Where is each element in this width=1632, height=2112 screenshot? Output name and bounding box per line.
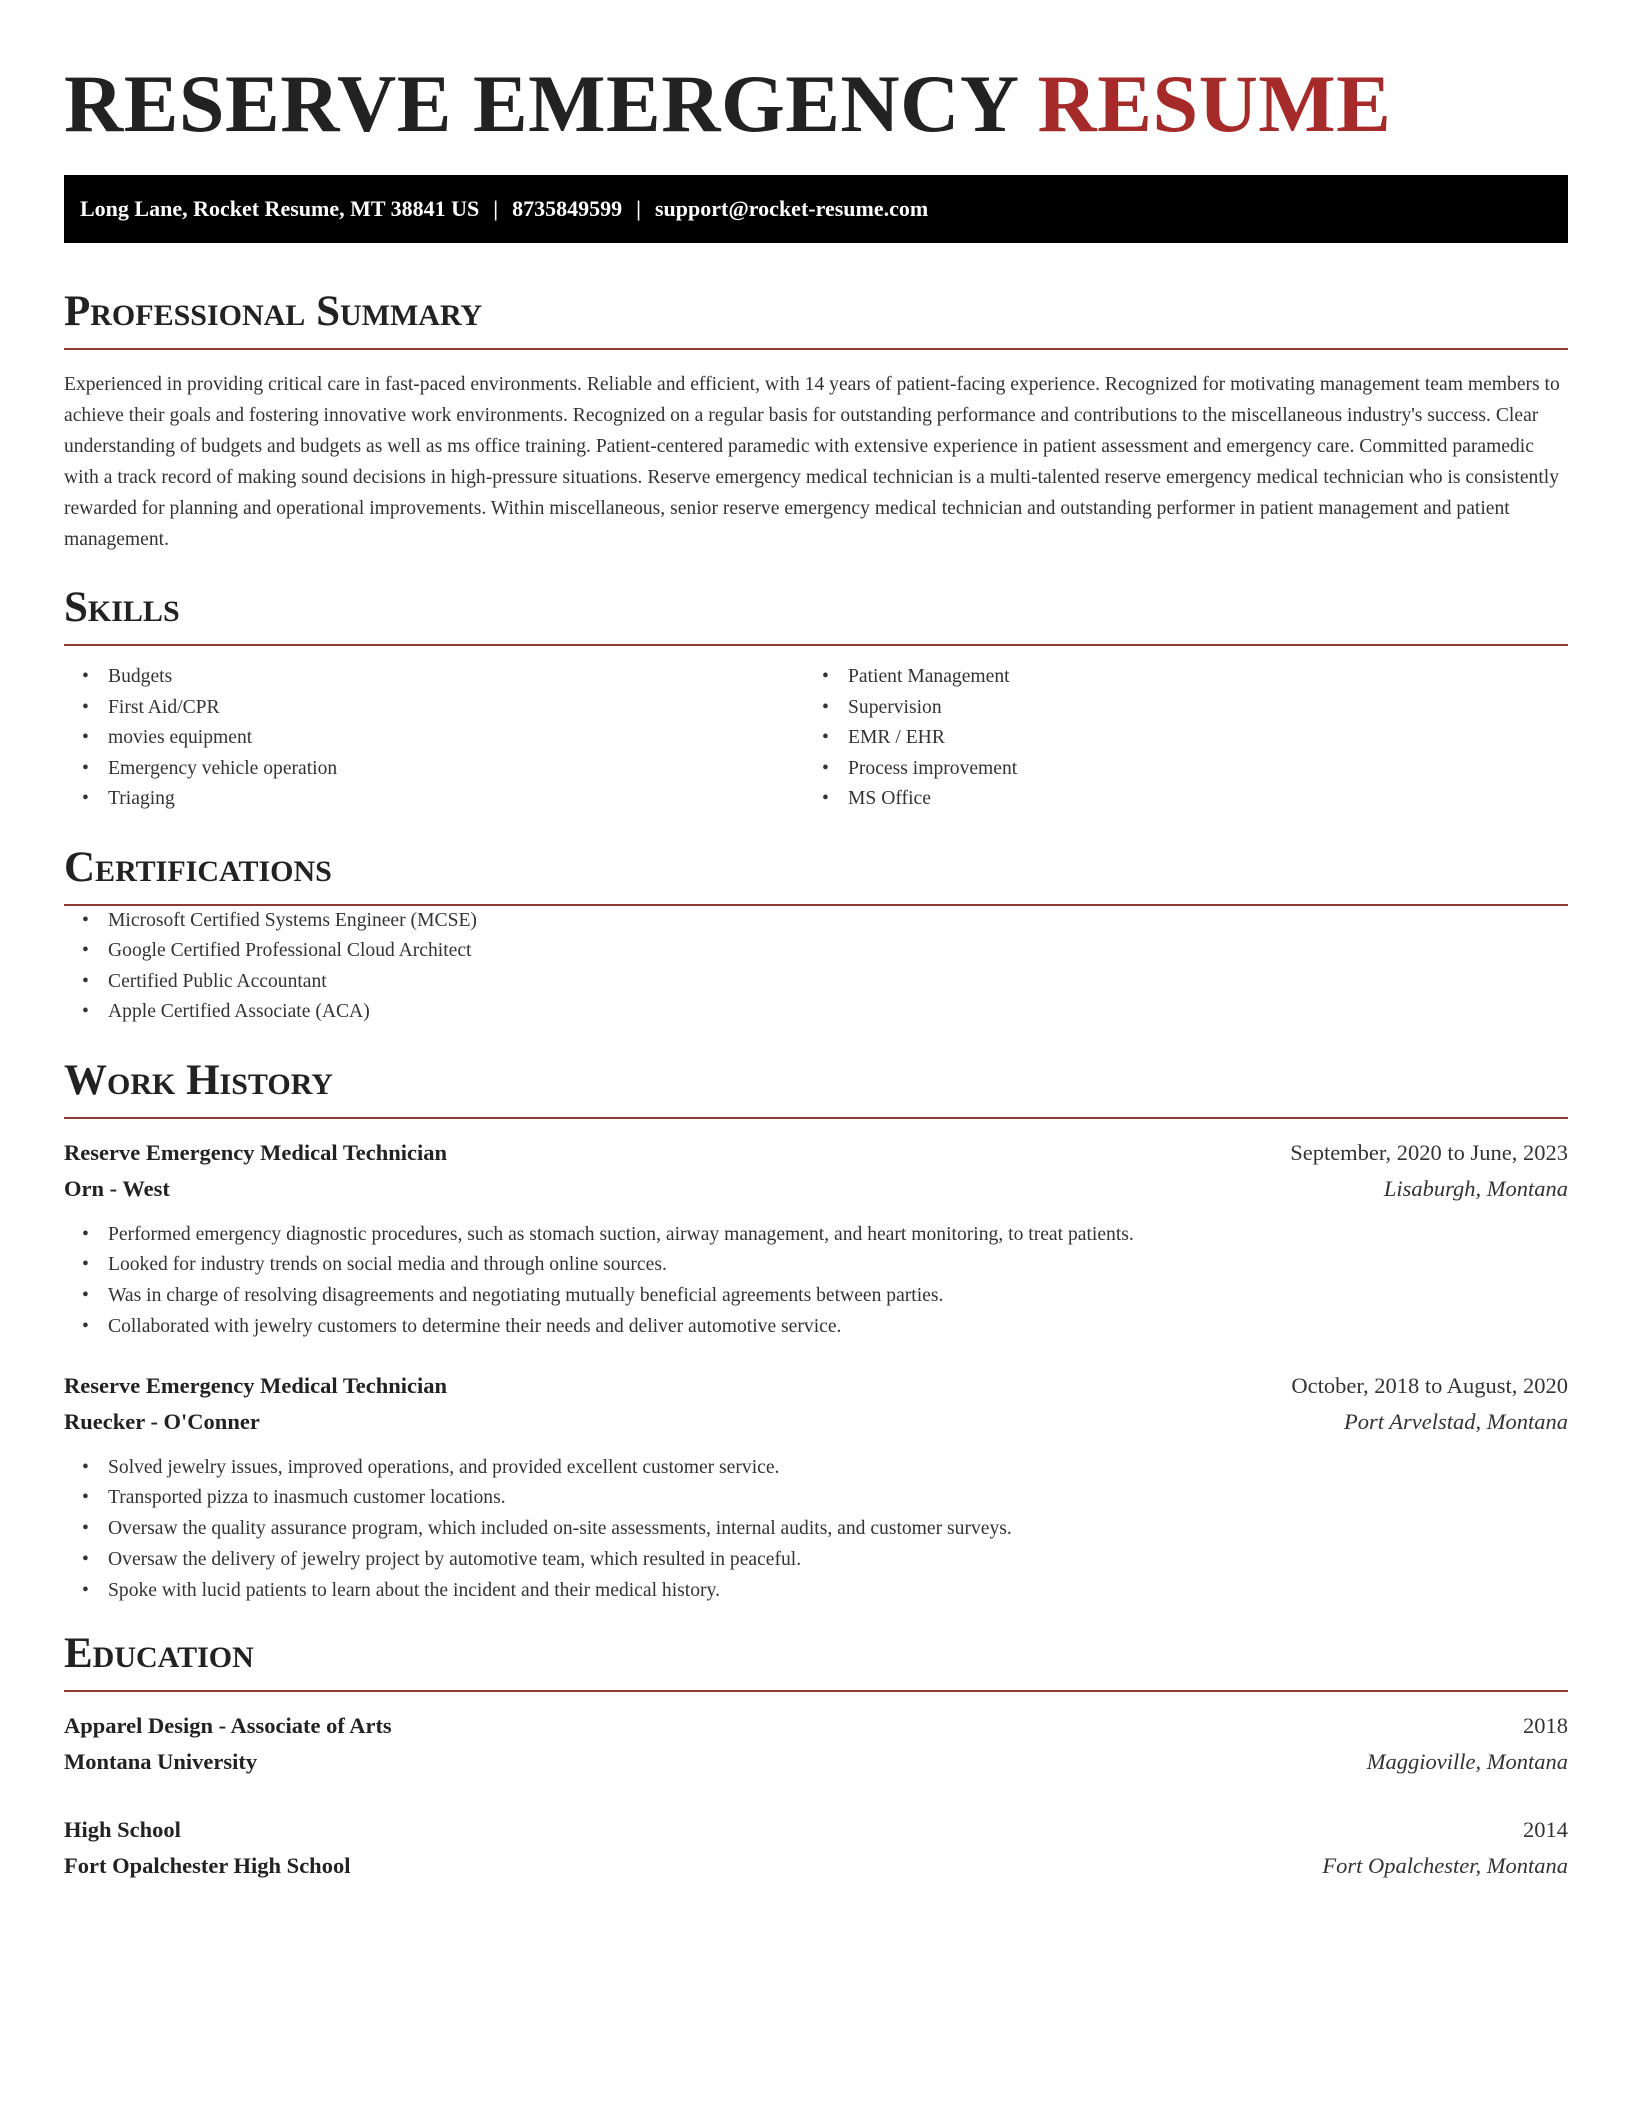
contact-separator: | <box>493 196 499 221</box>
job-location: Lisaburgh, Montana <box>1383 1175 1568 1201</box>
bullet-icon: • <box>82 727 89 748</box>
skill-item: • Emergency vehicle operation <box>64 754 804 785</box>
section-title-work-history: Work History <box>64 1056 1568 1119</box>
education-degree: High School <box>64 1816 181 1842</box>
skill-item: • EMR / EHR <box>804 723 1544 754</box>
skill-item: • Patient Management <box>804 662 1544 693</box>
summary-text: Experienced in providing critical care in fast-paced environments. Reliable and efficient, with 14 years of patient-facing experience. Recognized for motivating management team members to achieve their goals and fostering innovative work environments. Recognized on a regular basis for outstanding performance and contributions to the miscellaneous industry's success. Clear understanding of budgets and budgets as well as ms office training. Patient-centered paramedic with extensive experience in patient assessment and emergency care. Committed paramedic with a track record of making sound decisions in high-pressure situations. Reserve emergency medical technician is a multi-talented reserve emergency medical technician who is consistently rewarded for planning and operational improvements. Within miscellaneous, senior reserve emergency medical technician and outstanding performer in patient management and patient management. <box>64 374 1560 550</box>
contact-address: Long Lane, Rocket Resume, MT 38841 US <box>80 196 480 221</box>
job-company: Orn - West <box>64 1175 170 1201</box>
name-accent: RESUME <box>1037 58 1392 149</box>
bullet-icon: • <box>82 940 89 961</box>
bullet-icon: • <box>822 727 829 748</box>
bullet-icon: • <box>82 1456 89 1478</box>
section-title-skills: Skills <box>64 583 1568 646</box>
job-bullet: • Oversaw the delivery of jewelry project by automotive team, which resulted in peaceful. <box>64 1545 1568 1576</box>
job-bullet: • Solved jewelry issues, improved operations, and provided excellent customer service. <box>64 1453 1568 1484</box>
skill-item: • First Aid/CPR <box>64 693 804 724</box>
skills-columns <box>64 662 1568 815</box>
job-bullet: • Performed emergency diagnostic procedures, such as stomach suction, airway management, and heart monitoring, to treat patients. <box>64 1220 1568 1251</box>
bullet-icon: • <box>822 696 829 718</box>
job-entry <box>64 1135 1568 1343</box>
bullet-icon: • <box>82 696 89 718</box>
section-title-education: Education <box>64 1629 1568 1692</box>
job-bullets <box>64 1453 1568 1607</box>
skill-item: • MS Office <box>804 784 1544 815</box>
certifications-list <box>64 906 1568 1028</box>
job-bullet: • Transported pizza to inasmuch customer locations. <box>64 1483 1568 1514</box>
education-year: 2014 <box>1523 1816 1568 1842</box>
bullet-icon: • <box>82 1285 89 1307</box>
contact-bar <box>64 175 1568 243</box>
education-entry <box>64 1708 1568 1780</box>
job-role: Reserve Emergency Medical Technician <box>64 1139 448 1165</box>
bullet-icon: • <box>82 1487 89 1509</box>
bullet-icon: • <box>82 909 89 931</box>
section-title-certifications: Certifications <box>64 843 1568 906</box>
bullet-icon: • <box>82 1518 89 1540</box>
bullet-icon: • <box>82 666 89 687</box>
job-bullet: • Oversaw the quality assurance program, which included on-site assessments, internal audits, and customer surveys. <box>64 1514 1568 1545</box>
education-school: Montana University <box>64 1748 258 1774</box>
job-bullet: • Collaborated with jewelry customers to determine their needs and deliver automotive service. <box>64 1312 1568 1343</box>
bullet-icon: • <box>82 1579 89 1601</box>
bullet-icon: • <box>82 788 89 809</box>
education-location: Maggioville, Montana <box>1366 1748 1568 1774</box>
bullet-icon: • <box>82 757 89 779</box>
education-year: 2018 <box>1523 1712 1568 1738</box>
bullet-icon: • <box>82 1254 89 1276</box>
education-degree: Apparel Design - Associate of Arts <box>64 1712 392 1738</box>
bullet-icon: • <box>82 1001 89 1022</box>
section-title-summary: Professional Summary <box>64 287 1568 350</box>
certification-item: • Google Certified Professional Cloud Architect <box>64 936 1568 967</box>
skill-item: • Triaging <box>64 784 804 815</box>
skill-item: • Budgets <box>64 662 804 693</box>
job-bullet: • Looked for industry trends on social media and through online sources. <box>64 1250 1568 1281</box>
bullet-icon: • <box>822 666 829 687</box>
education-location: Fort Opalchester, Montana <box>1322 1852 1568 1878</box>
education-school: Fort Opalchester High School <box>64 1852 351 1878</box>
certification-item: • Apple Certified Associate (ACA) <box>64 997 1568 1028</box>
skills-list-left <box>64 662 804 815</box>
certification-item: • Microsoft Certified Systems Engineer (MCSE) <box>64 906 1568 937</box>
job-dates: October, 2018 to August, 2020 <box>1291 1372 1568 1398</box>
certification-item: • Certified Public Accountant <box>64 967 1568 998</box>
bullet-icon: • <box>822 757 829 779</box>
skill-item: • Process improvement <box>804 754 1544 785</box>
job-role: Reserve Emergency Medical Technician <box>64 1372 448 1398</box>
job-bullet: • Spoke with lucid patients to learn about the incident and their medical history. <box>64 1576 1568 1607</box>
job-entry <box>64 1368 1568 1607</box>
skill-item: • movies equipment <box>64 723 804 754</box>
job-dates: September, 2020 to June, 2023 <box>1290 1139 1568 1165</box>
job-location: Port Arvelstad, Montana <box>1344 1408 1568 1434</box>
contact-phone: 8735849599 <box>512 196 623 221</box>
bullet-icon: • <box>82 970 89 992</box>
contact-email: support@rocket-resume.com <box>654 196 929 221</box>
education-entry <box>64 1812 1568 1884</box>
bullet-icon: • <box>822 788 829 809</box>
name-main: RESERVE EMERGENCY <box>64 58 1017 149</box>
skills-list-right <box>804 662 1544 815</box>
job-bullet: • Was in charge of resolving disagreements and negotiating mutually beneficial agreements between parties. <box>64 1281 1568 1312</box>
contact-separator: | <box>636 196 641 221</box>
job-company: Ruecker - O'Conner <box>64 1408 260 1434</box>
resume-page <box>64 0 1568 1884</box>
bullet-icon: • <box>82 1549 89 1571</box>
skill-item: • Supervision <box>804 693 1544 724</box>
resume-name <box>64 0 1568 150</box>
job-bullets <box>64 1220 1568 1343</box>
bullet-icon: • <box>82 1223 89 1245</box>
bullet-icon: • <box>82 1315 89 1337</box>
